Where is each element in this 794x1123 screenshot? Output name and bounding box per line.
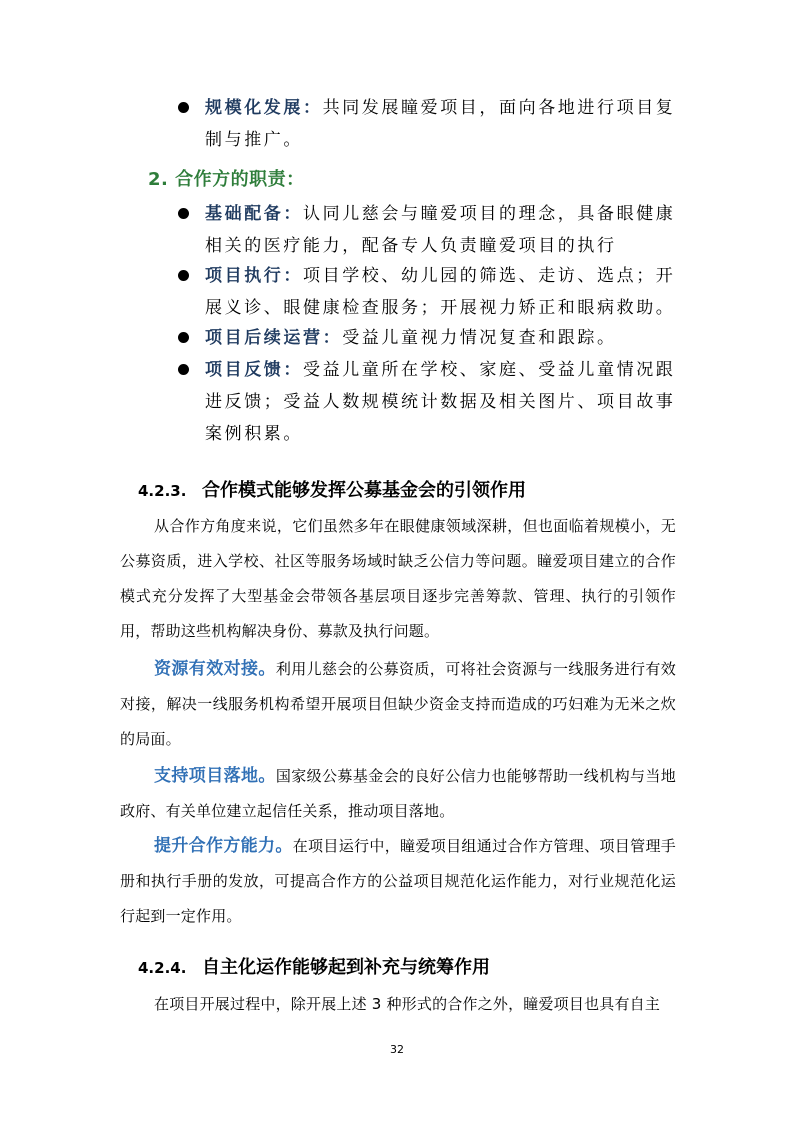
- section-number: 4.2.3.: [138, 482, 187, 500]
- bullet-dot-icon: [178, 364, 189, 375]
- bullet-text: [178, 198, 678, 262]
- paragraph-body: 国家级公募基金会的良好公信力也能够帮助一线机构与当地政府、有关单位建立起信任关系，推动项目落地。: [120, 767, 677, 820]
- bullet-project-feedback: [178, 354, 678, 450]
- paragraph-intro-4-2-3: 从合作方角度来说，它们虽然多年在眼健康领域深耕，但也面临着规模小，无公募资质，进入学校、社区等服务场域时缺乏公信力等问题。瞳爱项目建立的合作模式充分发挥了大型基金会带领各基层项目逐步完善筹款、管理、执行的引领作用，帮助这些机构解决身份、募款及执行问题。: [120, 517, 676, 640]
- bullet-term: 项目执行：: [205, 266, 303, 286]
- section-heading-4-2-4: [138, 953, 490, 979]
- bullet-dot-icon: [178, 208, 189, 219]
- bullet-text: [178, 322, 678, 354]
- section-title: 合作模式能够发挥公募基金会的引领作用: [202, 480, 526, 501]
- bullet-follow-up-operation: [178, 322, 678, 354]
- bullet-dot-icon: [178, 332, 189, 343]
- paragraph-partner-capacity: [120, 829, 676, 934]
- bullet-scale-development: [178, 92, 678, 156]
- bullet-body: 受益儿童所在学校、家庭、受益儿童情况跟进反馈；受益人数规模统计数据及相关图片、项目故事案例积累。: [205, 360, 676, 444]
- bullet-text: [178, 354, 678, 450]
- bullet-dot-icon: [178, 270, 189, 281]
- bullet-term: 项目反馈：: [205, 360, 303, 380]
- bullet-basic-equipment: [178, 198, 678, 262]
- paragraph-resource-matching: [120, 652, 676, 757]
- paragraph-lead: 提升合作方能力。: [154, 836, 293, 856]
- paragraph-intro-4-2-4: 在项目开展过程中，除开展上述 3 种形式的合作之外，瞳爱项目也具有自主: [154, 995, 661, 1013]
- bullet-term: 规模化发展：: [205, 98, 323, 118]
- paragraph-body: 在项目运行中，瞳爱项目组通过合作方管理、项目管理手册和执行手册的发放，可提高合作方的公益项目规范化运作能力，对行业规范化运行起到一定作用。: [120, 837, 676, 925]
- bullet-body: 认同儿慈会与瞳爱项目的理念，具备眼健康相关的医疗能力，配备专人负责瞳爱项目的执行: [205, 204, 676, 256]
- paragraph-project-landing: [120, 759, 676, 829]
- section-title: 自主化运作能够起到补充与统筹作用: [202, 957, 490, 978]
- bullet-term: 基础配备：: [205, 204, 303, 224]
- bullet-body: 共同发展瞳爱项目，面向各地进行项目复制与推广。: [205, 98, 676, 150]
- bullet-text: [178, 92, 678, 156]
- page-number: 32: [390, 1043, 404, 1056]
- bullet-body: 受益儿童视力情况复查和跟踪。: [342, 328, 617, 348]
- bullet-dot-icon: [178, 102, 189, 113]
- bullet-term: 项目后续运营：: [205, 328, 343, 348]
- paragraph-lead: 资源有效对接。: [154, 659, 276, 679]
- section-heading-4-2-3: [138, 476, 526, 502]
- bullet-text: [178, 260, 678, 324]
- bullet-project-execution: [178, 260, 678, 324]
- paragraph-lead: 支持项目落地。: [154, 766, 276, 786]
- bullet-body: 项目学校、幼儿园的筛选、走访、选点；开展义诊、眼健康检查服务；开展视力矫正和眼病救助。: [205, 266, 676, 318]
- subsection-heading: 2. 合作方的职责：: [148, 169, 305, 190]
- paragraph-body: 利用儿慈会的公募资质，可将社会资源与一线服务进行有效对接，解决一线服务机构希望开展项目但缺少资金支持而造成的巧妇难为无米之炊的局面。: [120, 660, 677, 748]
- section-number: 4.2.4.: [138, 959, 187, 977]
